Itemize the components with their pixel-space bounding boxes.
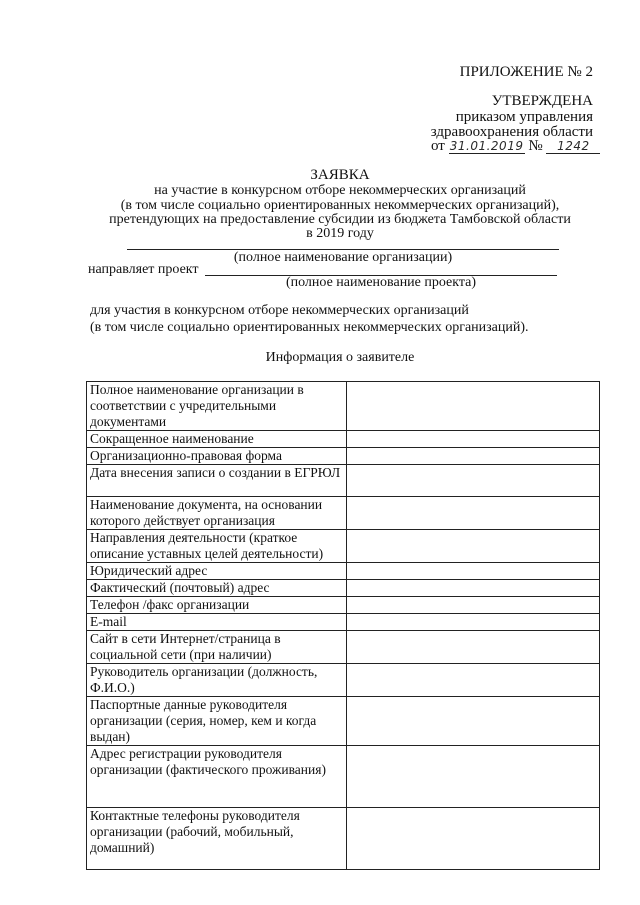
row-value [347,448,600,465]
table-row [87,563,600,580]
approval-date-line [431,138,600,155]
number-prefix: № [528,138,543,154]
handwritten-date: 31.01.2019 [449,139,524,153]
heading-line-3: претендующих на предоставление субсидии из бюджета Тамбовской области [109,212,571,227]
table-row [87,448,600,465]
row-label: Юридический адрес [87,563,347,580]
row-value [347,465,600,497]
row-label: E-mail [87,614,347,631]
row-label: Дата внесения записи о создании в ЕГРЮЛ [87,465,347,497]
table-row [87,580,600,597]
table-row [87,465,600,497]
row-value [347,530,600,563]
table-row [87,746,600,808]
approval-title: УТВЕРЖДЕНА [491,93,593,109]
from-prefix: от [431,138,445,154]
row-label: Наименование документа, на основании которого действует организация [87,497,347,530]
row-label: Контактные телефоны руководителя организации (рабочий, мобильный, домашний) [87,808,347,870]
table-row [87,631,600,664]
handwritten-number: 1242 [546,139,600,154]
row-label: Сокращенное наименование [87,431,347,448]
row-value [347,563,600,580]
table-row [87,697,600,746]
heading-line-4: в 2019 году [306,226,374,241]
table-row [87,382,600,431]
table-row [87,497,600,530]
table-row [87,597,600,614]
approval-line-2: здравоохранения области [430,124,593,140]
heading-line-2: (в том числе социально ориентированных некоммерческих организаций), [120,198,560,213]
row-value [347,664,600,697]
row-value [347,580,600,597]
row-label: Направления деятельности (краткое описание уставных целей деятельности) [87,530,347,563]
row-label: Сайт в сети Интернет/страница в социальной сети (при наличии) [87,631,347,664]
appendix-label: ПРИЛОЖЕНИЕ № 2 [459,64,593,80]
row-value [347,631,600,664]
row-label: Адрес регистрации руководителя организации (фактического проживания) [87,746,347,808]
application-title: ЗАЯВКА [310,167,370,183]
row-value [347,497,600,530]
approval-line-1: приказом управления [455,109,593,125]
org-name-caption: (полное наименование организации) [233,250,453,265]
row-label: Организационно-правовая форма [87,448,347,465]
row-value [347,431,600,448]
purpose-line-1: для участия в конкурсном отборе некоммерческих организаций [90,303,469,318]
row-label: Паспортные данные руководителя организации (серия, номер, кем и когда выдан) [87,697,347,746]
project-prefix: направляет проект [88,262,199,277]
table-row [87,664,600,697]
heading-line-1: на участие в конкурсном отборе некоммерческих организаций [154,183,526,198]
row-label: Руководитель организации (должность, Ф.И.О.) [87,664,347,697]
row-value [347,808,600,870]
info-section-title: Информация о заявителе [265,350,415,365]
applicant-info-table [86,381,600,870]
row-label: Полное наименование организации в соответствии с учредительными документами [87,382,347,431]
table-row [87,431,600,448]
table-row [87,530,600,563]
row-value [347,597,600,614]
row-value [347,614,600,631]
table-row [87,614,600,631]
table-row [87,808,600,870]
purpose-line-2: (в том числе социально ориентированных некоммерческих организаций). [90,320,529,335]
row-value [347,697,600,746]
row-value [347,382,600,431]
row-label: Телефон /факс организации [87,597,347,614]
project-name-caption: (полное наименование проекта) [285,275,477,290]
row-value [347,746,600,808]
row-label: Фактический (почтовый) адрес [87,580,347,597]
